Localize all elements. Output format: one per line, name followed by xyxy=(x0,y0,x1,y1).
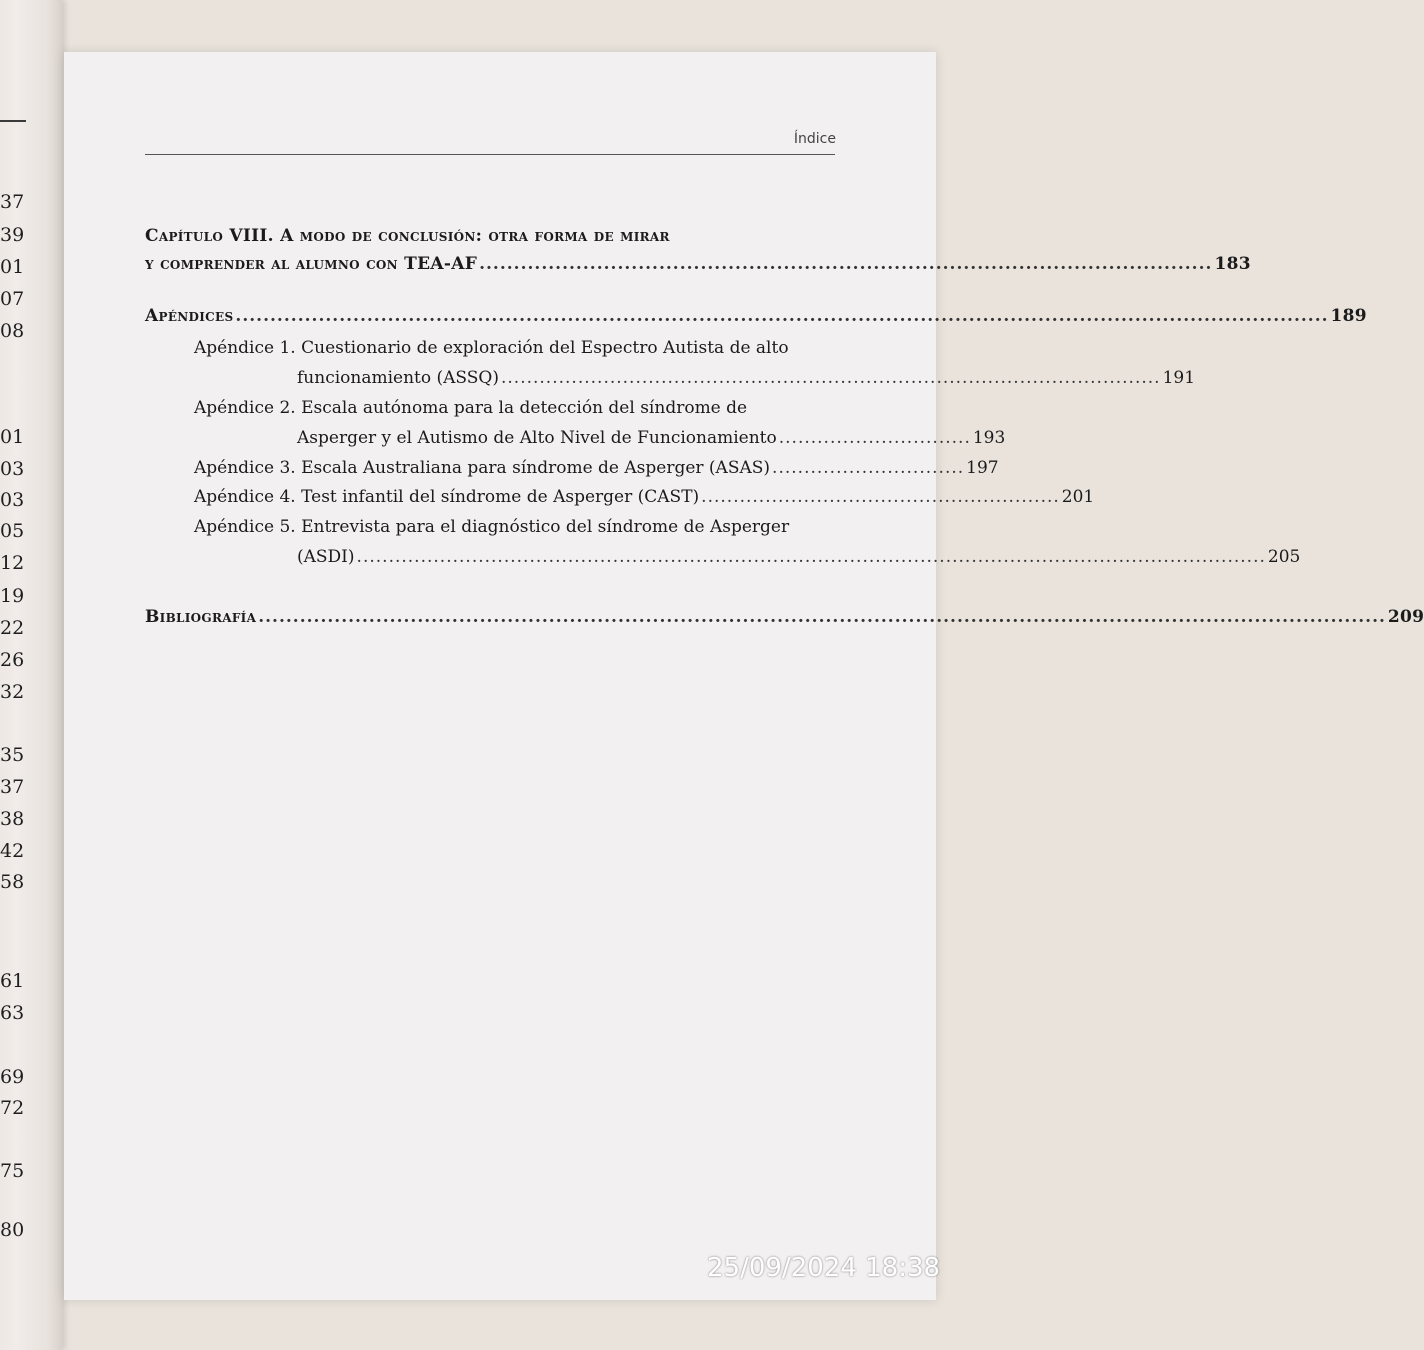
page-number: 189 xyxy=(1330,306,1367,326)
page-number: 197 xyxy=(966,458,999,478)
leader-dots: ................................................................................................................................................................... xyxy=(258,607,1386,627)
facing-page-number: 07 xyxy=(0,288,25,310)
toc-entry-appendix-3: Apéndice 3. Escala Australiana para síndrome de Asperger (ASAS) .............................. 197 xyxy=(194,458,999,478)
leader-dots: .............................. xyxy=(778,428,971,448)
facing-page-number: 08 xyxy=(0,320,25,342)
running-head: Índice xyxy=(793,131,836,147)
page-number: 193 xyxy=(972,428,1006,448)
toc-entry-appendix-2-cont: Asperger y el Autismo de Alto Nivel de Funcionamiento .............................. 193 xyxy=(297,428,1006,448)
page-number: 205 xyxy=(1267,547,1301,567)
facing-page-number: 03 xyxy=(0,458,25,480)
facing-page-number: 35 xyxy=(0,744,25,766)
facing-page-number: 32 xyxy=(0,681,25,703)
book-page xyxy=(64,52,1424,1300)
facing-page-number: 26 xyxy=(0,649,25,671)
facing-page-number: 39 xyxy=(0,224,25,246)
page-number: 191 xyxy=(1162,368,1196,388)
facing-page xyxy=(0,0,62,1350)
toc-entry-appendices: Apéndices .............................................................................................................................................................. 189 xyxy=(145,306,1367,326)
toc-chapter-title-line1: Capítulo VIII. A modo de conclusión: otra forma de mirar xyxy=(145,226,670,246)
facing-page-number: 37 xyxy=(0,776,25,798)
facing-page-rule xyxy=(0,120,26,122)
facing-page-number: 12 xyxy=(0,552,25,574)
facing-page-number: 63 xyxy=(0,1002,25,1024)
facing-page-number: 22 xyxy=(0,617,25,639)
page-number: 183 xyxy=(1214,254,1251,274)
leader-dots: .............................................................................................................................................. xyxy=(356,547,1266,567)
facing-page-number: 75 xyxy=(0,1160,25,1182)
toc-entry-appendix-1-cont: funcionamiento (ASSQ) ....................................................................................................... 191 xyxy=(297,368,1196,388)
table-of-contents xyxy=(64,52,1424,1300)
page-number: 209 xyxy=(1387,607,1424,627)
facing-page-number: 01 xyxy=(0,256,25,278)
toc-entry-appendix-5: Apéndice 5. Entrevista para el diagnóstico del síndrome de Asperger xyxy=(194,517,790,537)
facing-page-number: 58 xyxy=(0,871,25,893)
leader-dots: .............................................................................................................................................................. xyxy=(235,306,1329,326)
leader-dots: ........................................................ xyxy=(701,487,1060,507)
page-number: 201 xyxy=(1061,487,1095,507)
toc-entry-bibliography: Bibliografía ................................................................................................................................................................... 209 xyxy=(145,607,1424,627)
facing-page-number: 01 xyxy=(0,426,25,448)
toc-entry-appendix-5-cont: (ASDI) .............................................................................................................................................. 205 xyxy=(297,547,1301,567)
facing-page-number: 42 xyxy=(0,840,25,862)
toc-entry-appendix-1: Apéndice 1. Cuestionario de exploración del Espectro Autista de alto xyxy=(194,338,789,358)
leader-dots: .......................................................................................................... xyxy=(479,254,1213,274)
facing-page-number: 19 xyxy=(0,585,25,607)
facing-page-number: 72 xyxy=(0,1097,25,1119)
photo-timestamp: 25/09/2024 18:38 xyxy=(707,1253,941,1283)
facing-page-number: 69 xyxy=(0,1066,25,1088)
facing-page-number: 61 xyxy=(0,970,25,992)
leader-dots: .............................. xyxy=(772,458,965,478)
leader-dots: ....................................................................................................... xyxy=(500,368,1161,388)
facing-page-number: 80 xyxy=(0,1219,25,1241)
toc-entry-appendix-4: Apéndice 4. Test infantil del síndrome de Asperger (CAST) ........................................................ 201 xyxy=(194,487,1095,507)
toc-entry-chapter-viii: y comprender al alumno con TEA-AF .......................................................................................................... 183 xyxy=(145,254,1251,274)
facing-page-number: 03 xyxy=(0,489,25,511)
facing-page-number: 05 xyxy=(0,520,25,542)
facing-page-number: 37 xyxy=(0,191,25,213)
toc-entry-appendix-2: Apéndice 2. Escala autónoma para la detección del síndrome de xyxy=(194,398,748,418)
facing-page-number: 38 xyxy=(0,808,25,830)
